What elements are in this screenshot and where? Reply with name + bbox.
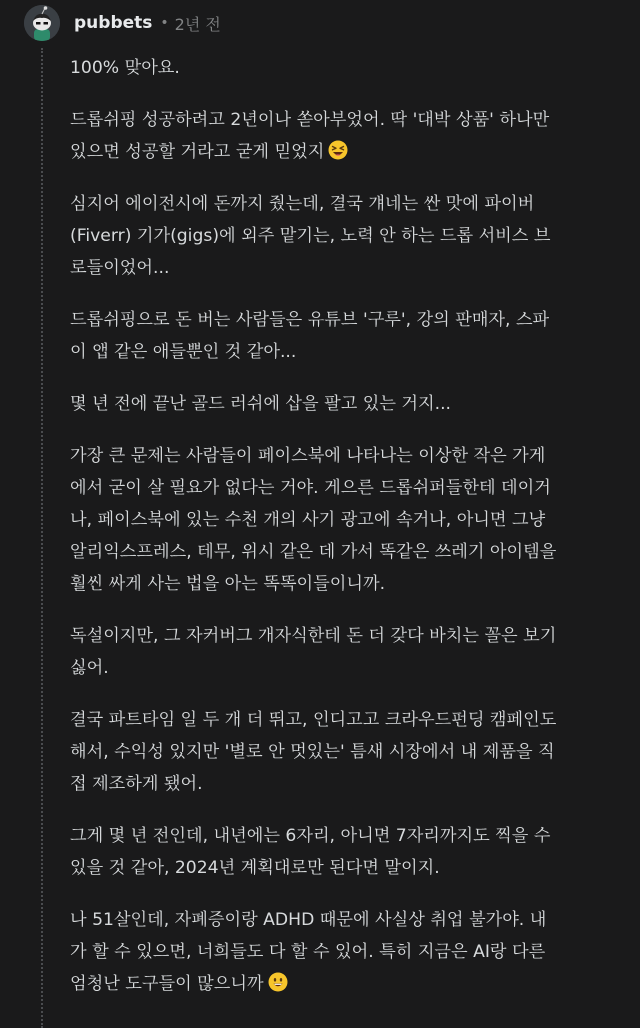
timestamp[interactable]: 2년 전 (174, 14, 221, 34)
paragraph: 독설이지만, 그 자커버그 개자식한테 돈 더 갖다 바치는 꼴은 보기 싫어. (70, 626, 557, 678)
avatar[interactable] (24, 5, 60, 41)
smiling-emoji-icon (268, 972, 288, 992)
squinting-laugh-emoji-icon (328, 140, 348, 160)
meta-separator: • (160, 15, 169, 31)
paragraph: 100% 맞아요. (70, 58, 180, 78)
paragraph: 결국 파트타임 일 두 개 더 뛰고, 인디고고 크라우드펀딩 캠페인도 해서, 수익성 있지만 '별로 안 멋있는' 틈새 시장에서 내 제품을 직 접 제조하게 됐어. (70, 710, 557, 794)
comment-header (24, 4, 221, 42)
paragraph: 심지어 에이전시에 돈까지 줬는데, 결국 걔네는 싼 맛에 파이버 (Fiverr) 기가(gigs)에 외주 맡기는, 노력 안 하는 드롭 서비스 브 로들이었어... (70, 194, 551, 278)
paragraph: 드롭쉬핑으로 돈 버는 사람들은 유튜브 '구루', 강의 판매자, 스파 이 앱 같은 애들뿐인 것 같아... (70, 310, 550, 362)
thread-line[interactable] (41, 48, 43, 1028)
paragraph: 가장 큰 문제는 사람들이 페이스북에 나타나는 이상한 작은 가게 에서 굳이 살 필요가 없다는 거야. 게으른 드롭쉬퍼들한테 데이거 나, 페이스북에 있는 수천 개의 사기 광고에 속거나, 아니면 그냥 알리익스프레스, 테무, 위시 같은 데 가서 똑같은 쓰레기 아이템을 훨씬 싸게 사는 법을 아는 똑똑이들이니까. (70, 446, 557, 594)
paragraph: 그게 몇 년 전인데, 내년에는 6자리, 아니면 7자리까지도 찍을 수 있을 것 같아, 2024년 계획대로만 된다면 말이지. (70, 826, 551, 878)
paragraph: 몇 년 전에 끝난 골드 러쉬에 삽을 팔고 있는 거지... (70, 394, 452, 414)
paragraph: 나 51살인데, 자폐증이랑 ADHD 때문에 사실상 취업 불가야. 내 가 할 수 있으면, 너희들도 다 할 수 있어. 특히 지금은 AI랑 다른 엄청난 도구들이 많으니까 (70, 910, 547, 994)
snoo-avatar-icon (24, 5, 60, 41)
comment-body (70, 52, 632, 1020)
username-link[interactable]: pubbets (74, 13, 153, 33)
paragraph: 드롭쉬핑 성공하려고 2년이나 쏟아부었어. 딱 '대박 상품' 하나만 있으면 성공할 거라고 굳게 믿었지 (70, 110, 550, 162)
